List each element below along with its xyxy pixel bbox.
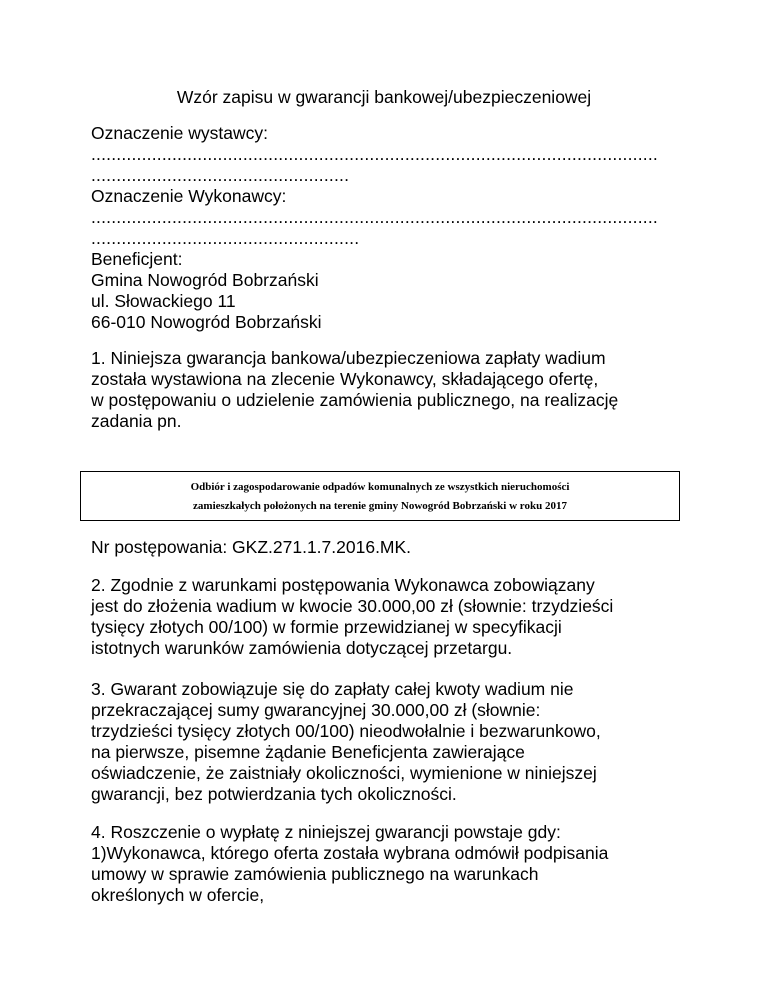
paragraph-line: określonych w ofercie,	[91, 885, 265, 905]
paragraph-line: tysięcy złotych 00/100) w formie przewidzianej w specyfikacji	[91, 617, 562, 637]
task-name-line: zamieszkałych położonych na terenie gminy Nowogród Bobrzański w roku 2017	[193, 500, 567, 512]
issuer-label: Oznaczenie wystawcy:	[91, 123, 269, 143]
paragraph-line: trzydzieści tysięcy złotych 00/100) nieodwołalnie i bezwarunkowo,	[91, 721, 601, 741]
paragraph-line: w postępowaniu o udzielenie zamówienia publicznego, na realizację	[91, 390, 619, 410]
document-title: Wzór zapisu w gwarancji bankowej/ubezpieczeniowej	[176, 87, 592, 107]
contractor-fill-line-2: .....................................................	[91, 228, 360, 248]
task-name-box	[80, 471, 680, 521]
paragraph-line: 1. Niniejsza gwarancja bankowa/ubezpieczeniowa zapłaty wadium	[91, 348, 606, 368]
paragraph-1	[91, 348, 691, 432]
issuer-fill-line-1: ................................................................................................................	[91, 144, 658, 164]
task-name-line: Odbiór i zagospodarowanie odpadów komunalnych ze wszystkich nieruchomości	[190, 481, 570, 493]
paragraph-4	[91, 822, 691, 906]
issuer-section	[91, 123, 691, 333]
contractor-label: Oznaczenie Wykonawcy:	[91, 186, 287, 206]
paragraph-line: 1)Wykonawca, którego oferta została wybrana odmówił podpisania	[91, 843, 609, 863]
paragraph-2	[91, 575, 691, 659]
beneficiary-name: Gmina Nowogród Bobrzański	[91, 270, 319, 290]
contractor-fill-line-1: ................................................................................................................	[91, 207, 658, 227]
paragraph-3	[91, 679, 691, 805]
paragraph-line: 4. Roszczenie o wypłatę z niniejszej gwarancji powstaje gdy:	[91, 822, 561, 842]
procedure-number: Nr postępowania: GKZ.271.1.7.2016.MK.	[91, 537, 412, 557]
beneficiary-label: Beneficjent:	[91, 249, 183, 269]
paragraph-line: oświadczenie, że zaistniały okoliczności, wymienione w niniejszej	[91, 763, 597, 783]
issuer-fill-line-2: ...................................................	[91, 165, 350, 185]
paragraph-line: istotnych warunków zamówienia dotyczącej przetargu.	[91, 638, 513, 658]
paragraph-line: 3. Gwarant zobowiązuje się do zapłaty całej kwoty wadium nie	[91, 679, 574, 699]
paragraph-line: została wystawiona na zlecenie Wykonawcy, składającego ofertę,	[91, 369, 599, 389]
paragraph-line: 2. Zgodnie z warunkami postępowania Wykonawca zobowiązany	[91, 575, 595, 595]
paragraph-line: umowy w sprawie zamówienia publicznego na warunkach	[91, 864, 539, 884]
paragraph-line: na pierwsze, pisemne żądanie Beneficjenta zawierające	[91, 742, 525, 762]
beneficiary-street: ul. Słowackiego 11	[91, 291, 236, 311]
paragraph-line: jest do złożenia wadium w kwocie 30.000,00 zł (słownie: trzydzieści	[91, 596, 614, 616]
beneficiary-city: 66-010 Nowogród Bobrzański	[91, 312, 322, 332]
paragraph-line: przekraczającej sumy gwarancyjnej 30.000,00 zł (słownie:	[91, 700, 541, 720]
procedure-number-section	[91, 537, 691, 558]
paragraph-line: zadania pn.	[91, 411, 182, 431]
paragraph-line: gwarancji, bez potwierdzania tych okoliczności.	[91, 784, 457, 804]
